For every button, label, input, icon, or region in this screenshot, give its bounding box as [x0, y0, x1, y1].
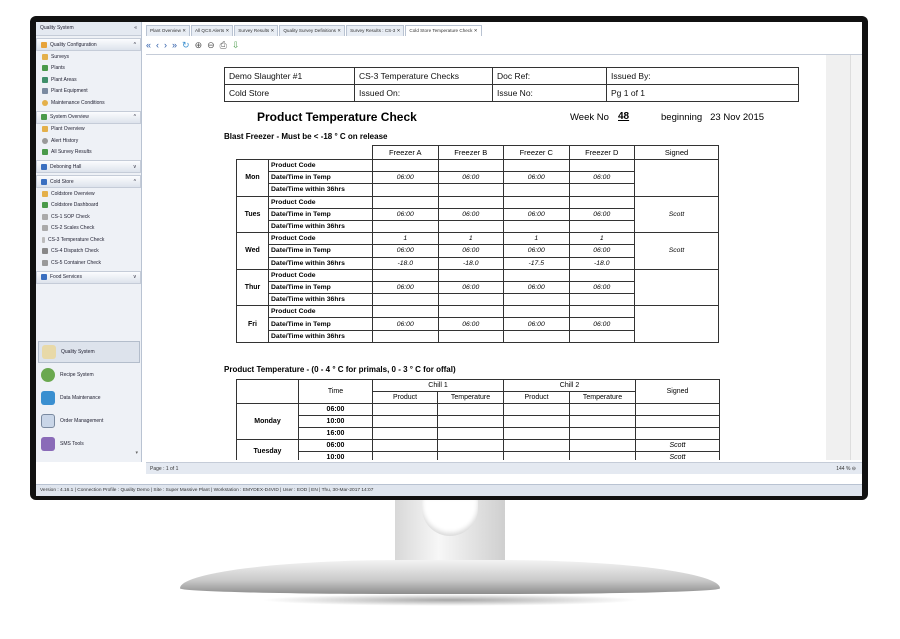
- chill-cell: [504, 404, 570, 416]
- tab-label: Cold Store Temperature Check: [409, 28, 473, 33]
- sidebar-header: [36, 22, 141, 36]
- freezer-cell: [504, 330, 570, 342]
- sidebar-group-cold-store[interactable]: [36, 175, 141, 188]
- sidebar-item-cs5-container-check[interactable]: [36, 257, 141, 269]
- freezer-cell: 06:00: [569, 208, 635, 220]
- freezer-cell: [569, 330, 635, 342]
- col-freezer-d: Freezer D: [569, 146, 635, 160]
- freezer-cell: 06:00: [373, 208, 439, 220]
- results-icon: [42, 149, 48, 155]
- survey-icon: [42, 54, 48, 60]
- close-icon[interactable]: ✕: [473, 28, 478, 33]
- dispatch-icon: [42, 248, 48, 254]
- freezer-cell: [569, 294, 635, 306]
- chill-cell: [438, 452, 504, 461]
- freezer-cell: [504, 220, 570, 232]
- module-data-maintenance[interactable]: [38, 387, 140, 409]
- chill-cell: [570, 440, 636, 452]
- freezer-cell: 06:00: [373, 281, 439, 293]
- freezer-cell: [438, 196, 504, 208]
- freezer-cell: 06:00: [504, 245, 570, 257]
- export-icon[interactable]: ⇩: [231, 39, 240, 50]
- freezer-cell: [373, 294, 439, 306]
- freezer-cell: 06:00: [504, 208, 570, 220]
- chill-cell: [504, 416, 570, 428]
- row-label: Product Code: [269, 306, 373, 318]
- col-signed: Signed: [636, 380, 720, 404]
- chill-cell: [438, 428, 504, 440]
- viewer-status-bar: [146, 462, 862, 474]
- page-indicator: Page : 1 of 1: [150, 466, 179, 472]
- app-screen: [36, 22, 862, 496]
- doc-ref-label: Doc Ref:: [493, 68, 607, 85]
- signed-cell: Scott: [635, 233, 719, 270]
- row-label: Date/Time in Temp: [269, 172, 373, 184]
- tab-survey-results[interactable]: [234, 25, 278, 36]
- freezer-cell: [569, 269, 635, 281]
- sidebar-item-alert-history[interactable]: [36, 135, 141, 147]
- configure-buttons-icon[interactable]: ▾: [135, 450, 138, 456]
- app-status-bar: Version : 4.16.1 | Connection Profile : Quality Demo | Site : Super Massive Plant | Workstation : EMYDEX-D4VID | User : EOD | EN | Thu, 30-Mar-2017 14:07: [36, 484, 862, 496]
- row-label: Date/Time within 36hrs: [269, 294, 373, 306]
- sidebar-item-coldstore-overview[interactable]: [36, 188, 141, 200]
- sidebar-group-deboning-hall[interactable]: [36, 160, 141, 173]
- sidebar-group-label: Cold Store: [50, 178, 74, 185]
- checklist-icon: [42, 214, 48, 220]
- plant-icon: [42, 65, 48, 71]
- document-header-table: [224, 67, 799, 102]
- tab-label: All QCS Alerts: [195, 28, 225, 33]
- time-cell: 06:00: [299, 404, 373, 416]
- sidebar-item-label: Alert History: [51, 137, 79, 144]
- page-of-label: Pg 1 of 1: [607, 85, 799, 102]
- bf-row: [237, 269, 719, 281]
- sidebar-item-cs2-scales-check[interactable]: [36, 223, 141, 235]
- freezer-cell: 06:00: [504, 281, 570, 293]
- sidebar-item-cs1-sop-check[interactable]: [36, 211, 141, 223]
- sidebar-item-all-survey-results[interactable]: [36, 147, 141, 159]
- freezer-cell: [373, 184, 439, 196]
- freezer-cell: [373, 269, 439, 281]
- next-page-icon[interactable]: ›: [164, 40, 168, 50]
- row-label: Date/Time in Temp: [269, 318, 373, 330]
- vertical-scrollbar[interactable]: [850, 55, 862, 460]
- issued-on-label: Issued On:: [355, 85, 493, 102]
- sidebar-item-label: CS-5 Container Check: [51, 259, 102, 266]
- col-freezer-b: Freezer B: [438, 146, 504, 160]
- issue-no-label: Issue No:: [493, 85, 607, 102]
- report-viewer: [146, 54, 862, 460]
- signed-cell: Scott: [636, 452, 720, 461]
- monitor-base: [180, 560, 720, 594]
- freezer-cell: [373, 196, 439, 208]
- maintenance-icon: [42, 100, 48, 106]
- close-icon[interactable]: ✕: [270, 28, 275, 33]
- print-icon[interactable]: ⎙: [219, 39, 227, 50]
- tab-label: Survey Results: [238, 28, 270, 33]
- plant-overview-icon: [42, 126, 48, 132]
- chill-cell: [373, 428, 438, 440]
- document-tabs: [146, 25, 483, 36]
- sidebar-item-label: CS-4 Dispatch Check: [51, 248, 99, 255]
- signed-cell: [636, 428, 720, 440]
- freezer-cell: 06:00: [438, 281, 504, 293]
- previous-page-icon[interactable]: ‹: [156, 40, 160, 50]
- freezer-cell: 06:00: [373, 245, 439, 257]
- sidebar-item-label: Plant Equipment: [51, 88, 88, 95]
- chill-cell: [373, 404, 438, 416]
- recipe-system-icon: [41, 368, 55, 382]
- chill-cell: [504, 428, 570, 440]
- monitor-base-shadow: [260, 594, 640, 606]
- refresh-icon[interactable]: ↻: [182, 39, 190, 50]
- signed-cell: [636, 416, 720, 428]
- area-name: Cold Store: [225, 85, 355, 102]
- freezer-cell: [373, 306, 439, 318]
- sidebar-group-label: Deboning Hall: [50, 163, 82, 170]
- col-chill2-temperature: Temperature: [570, 392, 636, 404]
- module-label: SMS Tools: [60, 441, 84, 447]
- day-label: Thur: [237, 269, 269, 306]
- chill-cell: [504, 440, 570, 452]
- alert-history-icon: [42, 138, 48, 144]
- freezer-cell: -18.0: [373, 257, 439, 269]
- tab-label: Survey Results : CS-3: [350, 28, 396, 33]
- sidebar-item-plants[interactable]: [36, 63, 141, 75]
- col-chill1-temperature: Temperature: [438, 392, 504, 404]
- freezer-cell: [569, 220, 635, 232]
- sidebar-item-plant-overview[interactable]: [36, 124, 141, 136]
- sidebar-item-cs4-dispatch-check[interactable]: [36, 246, 141, 258]
- freezer-cell: 1: [438, 233, 504, 245]
- container-icon: [42, 260, 48, 266]
- row-label: Date/Time within 36hrs: [269, 330, 373, 342]
- module-switcher: [36, 340, 142, 456]
- bf-row: [237, 306, 719, 318]
- module-order-management[interactable]: [38, 410, 140, 432]
- product-temperature-table: [236, 379, 720, 460]
- tab-cold-store-temperature-check[interactable]: [405, 25, 481, 36]
- pt-row: [237, 404, 720, 416]
- sidebar-group-quality-configuration[interactable]: [36, 38, 141, 51]
- freezer-cell: 1: [569, 233, 635, 245]
- col-chill-1: Chill 1: [373, 380, 504, 392]
- freezer-cell: [438, 269, 504, 281]
- sidebar-group-label: System Overview: [50, 114, 89, 120]
- freezer-cell: 06:00: [373, 318, 439, 330]
- order-management-icon: [41, 414, 55, 428]
- row-label: Date/Time within 36hrs: [269, 184, 373, 196]
- row-label: Product Code: [269, 196, 373, 208]
- blast-freezer-table: [236, 145, 719, 343]
- blank-corner: [237, 146, 373, 160]
- freezer-cell: [569, 196, 635, 208]
- bf-row: [237, 160, 719, 172]
- sidebar-item-coldstore-dashboard[interactable]: [36, 200, 141, 212]
- freezer-cell: [438, 184, 504, 196]
- freezer-cell: [438, 306, 504, 318]
- chill-cell: [504, 452, 570, 461]
- pt-row: [237, 440, 720, 452]
- sidebar-item-label: All Survey Results: [51, 149, 92, 156]
- sidebar-item-surveys[interactable]: [36, 51, 141, 63]
- tab-label: Quality Survey Definitions: [283, 28, 336, 33]
- sidebar-item-label: Plants: [51, 65, 65, 72]
- bf-row: [237, 196, 719, 208]
- freezer-cell: 06:00: [438, 208, 504, 220]
- freezer-cell: [373, 220, 439, 232]
- freezer-cell: 06:00: [438, 172, 504, 184]
- day-label: Monday: [237, 404, 299, 440]
- zoom-level[interactable]: 144 % ⊖: [836, 466, 856, 472]
- chill-cell: [570, 404, 636, 416]
- time-cell: 10:00: [299, 416, 373, 428]
- freezer-cell: [504, 269, 570, 281]
- freezer-cell: [438, 294, 504, 306]
- close-icon[interactable]: ✕: [396, 28, 401, 33]
- sidebar-item-label: Surveys: [51, 53, 70, 60]
- freezer-cell: 06:00: [569, 281, 635, 293]
- dashboard-icon: [42, 202, 48, 208]
- freezer-cell: [504, 160, 570, 172]
- close-icon[interactable]: ✕: [337, 28, 342, 33]
- report-toolbar: [146, 38, 239, 52]
- chill-cell: [570, 416, 636, 428]
- chill-cell: [373, 440, 438, 452]
- sidebar-item-label: CS-2 Scales Check: [51, 225, 95, 232]
- freezer-cell: [373, 330, 439, 342]
- day-label: Wed: [237, 233, 269, 270]
- scales-icon: [42, 225, 48, 231]
- freezer-cell: [504, 306, 570, 318]
- freezer-cell: [438, 220, 504, 232]
- signed-cell: [635, 306, 719, 343]
- week-no-value: 48: [618, 111, 630, 122]
- day-label: Mon: [237, 160, 269, 197]
- sidebar-item-label: CS-3 Temperature Check: [48, 236, 105, 243]
- sidebar-item-plant-areas[interactable]: [36, 74, 141, 86]
- pt-row: [237, 416, 720, 428]
- sidebar-item-label: Coldstore Dashboard: [51, 202, 99, 209]
- col-freezer-c: Freezer C: [504, 146, 570, 160]
- freezer-cell: [569, 160, 635, 172]
- close-icon[interactable]: ✕: [225, 28, 230, 33]
- coldstore-overview-icon: [42, 191, 48, 197]
- tab-quality-survey-definitions[interactable]: [279, 25, 345, 36]
- freezer-cell: 06:00: [569, 245, 635, 257]
- module-label: Data Maintenance: [60, 395, 101, 401]
- day-label: Fri: [237, 306, 269, 343]
- sidebar-item-label: Plant Overview: [51, 126, 85, 133]
- zoom-in-icon[interactable]: ⊕: [194, 39, 203, 50]
- sidebar-group-food-services[interactable]: [36, 271, 141, 284]
- freezer-cell: [438, 160, 504, 172]
- food-services-icon: [41, 274, 47, 280]
- chevron-up-icon: ^: [133, 41, 136, 48]
- row-label: Date/Time in Temp: [269, 208, 373, 220]
- area-icon: [42, 77, 48, 83]
- freezer-cell: -17.5: [504, 257, 570, 269]
- beginning-value: 23 Nov 2015: [710, 112, 765, 123]
- sidebar-item-label: Plant Areas: [51, 76, 77, 83]
- database-icon: [41, 391, 55, 405]
- freezer-cell: 1: [504, 233, 570, 245]
- sidebar-item-label: Maintenance Conditions: [51, 99, 105, 106]
- chevron-down-icon: v: [133, 163, 136, 170]
- sidebar-item-label: CS-1 SOP Check: [51, 213, 90, 220]
- module-label: Recipe System: [60, 372, 94, 378]
- freezer-cell: 06:00: [504, 318, 570, 330]
- blank-corner: [237, 380, 299, 404]
- close-icon[interactable]: ✕: [182, 28, 187, 33]
- last-page-icon[interactable]: »: [172, 40, 178, 50]
- site-name: Demo Slaughter #1: [225, 68, 355, 85]
- signed-cell: Scott: [635, 196, 719, 233]
- row-label: Date/Time within 36hrs: [269, 220, 373, 232]
- form-name: CS-3 Temperature Checks: [355, 68, 493, 85]
- day-label: Tues: [237, 196, 269, 233]
- row-label: Date/Time in Temp: [269, 281, 373, 293]
- overview-icon: [41, 114, 47, 120]
- folder-icon: [41, 42, 47, 48]
- col-freezer-a: Freezer A: [373, 146, 439, 160]
- freezer-cell: [438, 330, 504, 342]
- tab-survey-results-cs3[interactable]: [346, 25, 404, 36]
- sidebar-item-maintenance-conditions[interactable]: [36, 97, 141, 109]
- pt-row: [237, 428, 720, 440]
- zoom-out-icon[interactable]: ⊖: [207, 39, 215, 50]
- freezer-cell: [569, 184, 635, 196]
- chill-cell: [438, 404, 504, 416]
- quality-system-icon: [42, 345, 56, 359]
- freezer-cell: [504, 196, 570, 208]
- col-chill-2: Chill 2: [504, 380, 636, 392]
- first-page-icon[interactable]: «: [146, 40, 152, 50]
- signed-cell: [635, 160, 719, 197]
- thermometer-icon: [42, 237, 45, 243]
- tab-label: Plant Overview: [150, 28, 181, 33]
- chevron-up-icon: ^: [133, 178, 136, 185]
- beginning-date: [661, 112, 764, 123]
- chevron-down-icon: v: [133, 274, 136, 280]
- sidebar-group-label: Quality Configuration: [50, 41, 97, 48]
- col-signed: Signed: [635, 146, 719, 160]
- document-title: Product Temperature Check: [257, 110, 417, 124]
- signed-cell: Scott: [636, 440, 720, 452]
- sidebar-group-label: Food Services: [50, 274, 82, 280]
- sidebar-group-system-overview[interactable]: [36, 111, 141, 124]
- freezer-cell: 06:00: [569, 318, 635, 330]
- issued-by-label: Issued By:: [607, 68, 799, 85]
- tab-all-qcs-alerts[interactable]: [191, 25, 233, 36]
- chill-cell: [438, 416, 504, 428]
- tab-plant-overview[interactable]: [146, 25, 190, 36]
- freezer-cell: 06:00: [373, 172, 439, 184]
- sms-tools-icon: [41, 437, 55, 451]
- freezer-cell: 06:00: [438, 318, 504, 330]
- freezer-cell: -18.0: [438, 257, 504, 269]
- row-label: Product Code: [269, 269, 373, 281]
- row-label: Product Code: [269, 233, 373, 245]
- chevron-up-icon: ^: [133, 114, 136, 120]
- freezer-cell: -18.0: [569, 257, 635, 269]
- signed-cell: [635, 269, 719, 306]
- chill-cell: [570, 428, 636, 440]
- beginning-label: beginning: [661, 112, 703, 123]
- sidebar-title: Quality System: [40, 25, 74, 31]
- freezer-cell: 1: [373, 233, 439, 245]
- sidebar-item-label: Coldstore Overview: [51, 190, 95, 197]
- col-time: Time: [299, 380, 373, 404]
- bf-row: [237, 233, 719, 245]
- pt-row: [237, 452, 720, 461]
- module-quality-system[interactable]: [38, 341, 140, 363]
- col-chill1-product: Product: [373, 392, 438, 404]
- freezer-cell: [569, 306, 635, 318]
- time-cell: 16:00: [299, 428, 373, 440]
- product-temperature-title: Product Temperature - (0 - 4 ° C for primals, 0 - 3 ° C for offal): [224, 365, 456, 374]
- time-cell: 06:00: [299, 440, 373, 452]
- freezer-cell: 06:00: [438, 245, 504, 257]
- sidebar: [36, 22, 142, 462]
- sidebar-item-cs3-temperature-check[interactable]: [36, 234, 141, 246]
- row-label: Date/Time in Temp: [269, 245, 373, 257]
- freezer-cell: [504, 294, 570, 306]
- week-no-label: Week No: [570, 112, 609, 123]
- module-recipe-system[interactable]: [38, 364, 140, 386]
- row-label: Date/Time within 36hrs: [269, 257, 373, 269]
- freezer-cell: 06:00: [504, 172, 570, 184]
- chill-cell: [373, 452, 438, 461]
- freezer-cell: [373, 160, 439, 172]
- zoom-value: 144 %: [836, 466, 851, 472]
- deboning-icon: [41, 164, 47, 170]
- day-label: Tuesday: [237, 440, 299, 461]
- time-cell: 10:00: [299, 452, 373, 461]
- signed-cell: [636, 404, 720, 416]
- module-label: Order Management: [60, 418, 104, 424]
- chill-cell: [438, 440, 504, 452]
- chill-cell: [373, 416, 438, 428]
- equipment-icon: [42, 88, 48, 94]
- row-label: Product Code: [269, 160, 373, 172]
- module-label: Quality System: [61, 349, 95, 355]
- cold-store-icon: [41, 179, 47, 185]
- blast-freezer-title: Blast Freezer - Must be < -18 ° C on release: [224, 132, 388, 141]
- col-chill2-product: Product: [504, 392, 570, 404]
- chill-cell: [570, 452, 636, 461]
- sidebar-item-plant-equipment[interactable]: [36, 86, 141, 98]
- collapse-sidebar-icon[interactable]: «: [134, 25, 137, 31]
- freezer-cell: 06:00: [569, 172, 635, 184]
- report-page: [146, 55, 826, 460]
- freezer-cell: [504, 184, 570, 196]
